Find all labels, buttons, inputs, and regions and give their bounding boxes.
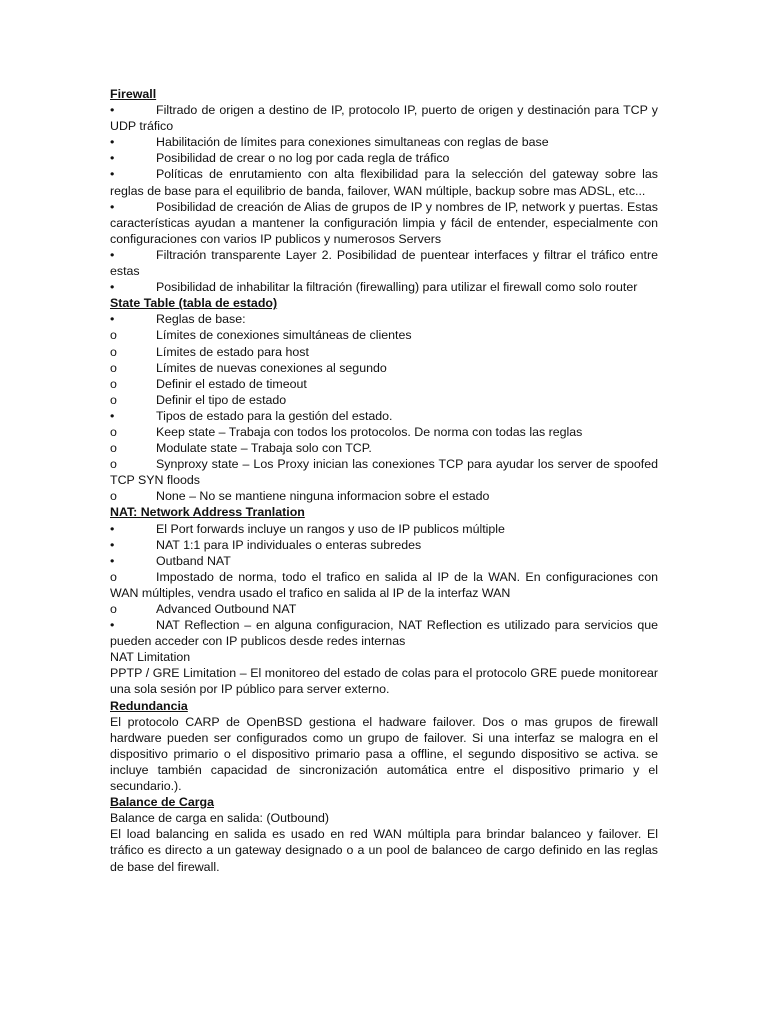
list-item-text: Políticas de enrutamiento con alta flexibilidad para la selección del gateway sobre las reglas de base para el equilibrio de banda, failover, WAN múltiple, backup sobre mas ADSL, etc... (110, 167, 658, 198)
list-item-text: Habilitación de límites para conexiones simultaneas con reglas de base (156, 135, 549, 150)
list-item-text: Reglas de base: (156, 312, 246, 327)
list-item (110, 134, 658, 150)
list-item-text: Límites de nuevas conexiones al segundo (156, 360, 387, 375)
list-marker: • (110, 553, 115, 568)
section-heading: Redundancia (110, 698, 188, 713)
list-item-text: Definir el tipo de estado (156, 392, 287, 407)
sub-list-item (110, 392, 658, 408)
section-heading: NAT: Network Address Tranlation (110, 505, 305, 520)
list-marker: o (110, 602, 117, 616)
list-marker: • (110, 312, 115, 327)
list-marker: • (110, 280, 115, 295)
sub-list-item (110, 601, 658, 617)
sub-list-item (110, 440, 658, 456)
section-heading: Firewall (110, 87, 157, 101)
list-item (110, 247, 658, 279)
list-marker: • (110, 135, 115, 150)
list-item-text: Advanced Outbound NAT (156, 602, 297, 616)
list-marker: • (110, 167, 115, 182)
list-item (110, 521, 658, 537)
list-item (110, 537, 658, 553)
list-item (110, 199, 658, 247)
sub-list-item (110, 488, 658, 504)
list-marker: • (110, 103, 115, 118)
subheading: Balance de carga en salida: (Outbound) (110, 811, 330, 826)
list-marker: o (110, 376, 117, 391)
sub-list-item (110, 327, 658, 343)
list-marker: • (110, 537, 115, 552)
sub-list-item (110, 456, 658, 488)
list-marker: o (110, 392, 117, 407)
list-item-text: Modulate state – Trabaja solo con TCP. (156, 441, 372, 456)
list-item-text: NAT Reflection – en alguna configuracion, NAT Reflection es utilizado para servicios que pueden acceder con IP publicos desde redes internas (110, 618, 658, 649)
list-item (110, 279, 658, 295)
list-marker: • (110, 151, 115, 166)
section-heading: State Table (tabla de estado) (110, 296, 278, 311)
list-marker: o (110, 344, 117, 359)
list-marker: • (110, 247, 115, 262)
document-page (110, 86, 658, 875)
list-item-text: El Port forwards incluye un rangos y uso de IP publicos múltiple (156, 521, 505, 536)
list-marker: • (110, 199, 115, 214)
paragraph: PPTP / GRE Limitation – El monitoreo del estado de colas para el protocolo GRE puede monitorear una sola sesión por IP público para server externo. (110, 666, 658, 697)
list-item-text: Filtración transparente Layer 2. Posibilidad de puentear interfaces y filtrar el tráfico entre estas (110, 247, 658, 279)
list-item (110, 150, 658, 166)
list-item (110, 617, 658, 649)
sub-list-item (110, 424, 658, 440)
list-item-text: NAT 1:1 para IP individuales o enteras subredes (156, 537, 422, 552)
list-item-text: None – No se mantiene ninguna informacion sobre el estado (156, 489, 490, 504)
list-item-text: Tipos de estado para la gestión del estado. (156, 408, 393, 423)
list-item-text: Posibilidad de inhabilitar la filtración (firewalling) para utilizar el firewall como solo router (156, 280, 638, 295)
list-marker: o (110, 360, 117, 375)
list-item-text: Outband NAT (156, 553, 231, 568)
list-marker: • (110, 521, 115, 536)
list-marker: • (110, 618, 115, 633)
list-marker: o (110, 441, 117, 456)
sub-list-item (110, 569, 658, 601)
list-item-text: Keep state – Trabaja con todos los protocolos. De norma con todas las reglas (156, 424, 583, 439)
list-marker: o (110, 424, 117, 439)
list-item (110, 311, 658, 327)
list-item-text: Límites de conexiones simultáneas de clientes (156, 328, 412, 343)
list-item-text: Synproxy state – Los Proxy inician las conexiones TCP para ayudar los server de spoofed TCP SYN floods (110, 457, 658, 488)
list-marker: o (110, 569, 117, 584)
list-item (110, 553, 658, 569)
list-marker: • (110, 408, 115, 423)
list-item (110, 166, 658, 198)
paragraph: El load balancing en salida es usado en red WAN múltipla para brindar balanceo y failover. El tráfico es directo a un gateway designado o a un pool de balanceo de cargo definido en las reglas de base del firewall. (110, 827, 658, 874)
list-marker: o (110, 328, 117, 343)
section-heading: Balance de Carga (110, 795, 214, 810)
subheading: NAT Limitation (110, 650, 191, 665)
list-item-text: Filtrado de origen a destino de IP, protocolo IP, puerto de origen y destinación para TCP y UDP tráfico (110, 103, 658, 134)
list-marker: o (110, 489, 117, 504)
list-marker: o (110, 457, 117, 472)
list-item (110, 102, 658, 134)
list-item-text: Posibilidad de creación de Alias de grupos de IP y nombres de IP, network y puertas. Estas características ayudan a mantener la configuración limpia y fácil de entender, especialmente con configuraciones con varios IP publicos y numerosos Servers (110, 199, 658, 246)
list-item-text: Límites de estado para host (156, 344, 309, 359)
paragraph: El protocolo CARP de OpenBSD gestiona el hadware failover. Dos o mas grupos de firewall hardware pueden ser configurados como un grupo de failover. Si una interfaz se malogra en el dispositivo primario o el dispositivo primario pasa a offline, el segundo dispositivo se activa. se incluye también capacidad de sincronización automática entre el dispositivo primario y el secundario.). (110, 714, 658, 794)
list-item (110, 408, 658, 424)
list-item-text: Impostado de norma, todo el trafico en salida al IP de la WAN. En configuraciones con WAN múltiples, vendra usado el trafico en salida al IP de la interfaz WAN (110, 569, 658, 600)
sub-list-item (110, 360, 658, 376)
sub-list-item (110, 376, 658, 392)
list-item-text: Posibilidad de crear o no log por cada regla de tráfico (156, 151, 450, 166)
list-item-text: Definir el estado de timeout (156, 376, 307, 391)
sub-list-item (110, 344, 658, 360)
